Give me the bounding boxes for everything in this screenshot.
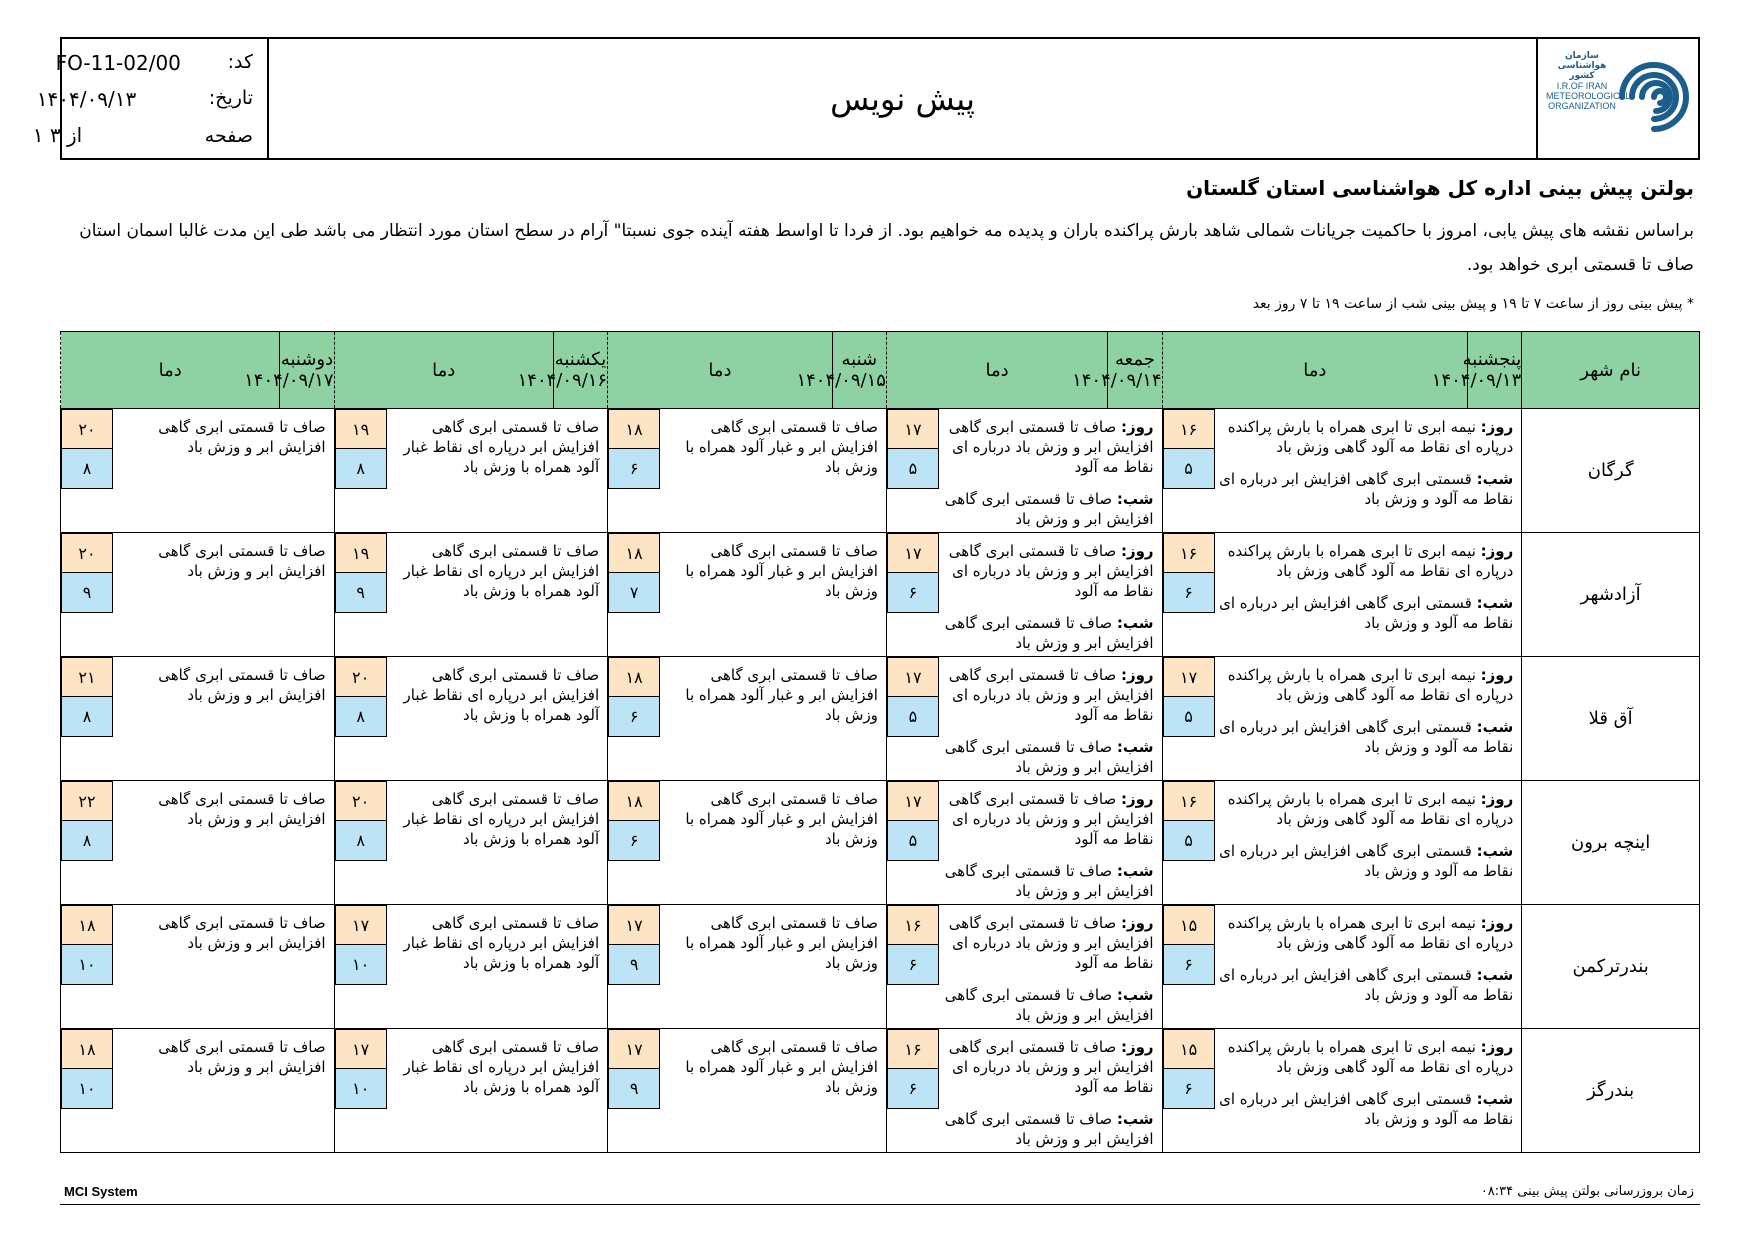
forecast-cell	[608, 409, 887, 533]
temperature-box	[608, 657, 660, 780]
max-temperature: ۱۷	[608, 1029, 660, 1069]
temperature-box	[61, 905, 113, 1028]
page-title: پیش نویس	[830, 79, 975, 118]
forecast-description	[113, 657, 334, 780]
forecast-cell	[1162, 409, 1522, 533]
temperature-box	[1163, 657, 1215, 780]
min-temperature: ۹	[61, 573, 113, 613]
city-name: آق قلا	[1522, 657, 1700, 781]
night-label: شب:	[1116, 862, 1154, 880]
forecast-description	[387, 533, 608, 656]
logo-text-en-1: I.R.OF IRAN	[1556, 81, 1608, 91]
forecast-cell	[886, 657, 1162, 781]
page-value: ۱ از ۳	[32, 123, 83, 147]
daily-forecast: صاف تا قسمتی ابری گاهی افزایش ابر و وزش باد	[158, 1038, 326, 1076]
temperature-box	[887, 409, 939, 532]
temperature-box	[608, 409, 660, 532]
bulletin-title: بولتن پیش بینی اداره کل هواشناسی استان گلستان	[1186, 176, 1694, 200]
forecast-description	[660, 1029, 886, 1152]
forecast-cell	[886, 533, 1162, 657]
day-forecast: نیمه ابری تا ابری همراه با بارش پراکنده درپاره ای نقاط مه آلود گاهی وزش باد	[1227, 418, 1514, 456]
forecast-cell	[334, 905, 608, 1029]
temperature-box	[887, 533, 939, 656]
day-forecast: صاف تا قسمتی ابری گاهی افزایش ابر و وزش باد درباره ای نقاط مه آلود	[948, 418, 1154, 476]
max-temperature: ۱۸	[608, 533, 660, 573]
night-forecast: صاف تا قسمتی ابری گاهی افزایش ابر و وزش باد	[944, 614, 1154, 652]
max-temperature: ۱۶	[1163, 533, 1215, 573]
night-label: شب:	[1476, 1090, 1514, 1108]
min-temperature: ۱۰	[335, 1069, 387, 1109]
date-row	[36, 85, 253, 111]
forecast-cell	[61, 657, 335, 781]
footer-divider	[60, 1204, 1700, 1205]
max-temperature: ۱۷	[887, 657, 939, 697]
forecast-cell	[608, 1029, 887, 1153]
max-temperature: ۱۸	[608, 409, 660, 449]
max-temperature: ۱۷	[1163, 657, 1215, 697]
forecast-time-note: * پیش بینی روز از ساعت ۷ تا ۱۹ و پیش بینی شب از ساعت ۱۹ تا ۷ روز بعد	[1252, 296, 1694, 312]
max-temperature: ۱۷	[887, 409, 939, 449]
daily-forecast: صاف تا قسمتی ابری گاهی افزایش ابر و غبار آلود همراه با وزش باد	[685, 790, 878, 848]
temperature-box	[608, 533, 660, 656]
day-forecast: نیمه ابری تا ابری همراه با بارش پراکنده درپاره ای نقاط مه آلود گاهی وزش باد	[1227, 666, 1514, 704]
max-temperature: ۱۵	[1163, 905, 1215, 945]
temp-header: دما	[608, 332, 833, 409]
forecast-cell	[608, 657, 887, 781]
day-forecast: نیمه ابری تا ابری همراه با بارش پراکنده درپاره ای نقاط مه آلود گاهی وزش باد	[1227, 914, 1514, 952]
min-temperature: ۹	[608, 1069, 660, 1109]
day-forecast: نیمه ابری تا ابری همراه با بارش پراکنده درپاره ای نقاط مه آلود گاهی وزش باد	[1227, 790, 1514, 828]
night-forecast: صاف تا قسمتی ابری گاهی افزایش ابر و وزش باد	[944, 738, 1154, 776]
bulletin-intro: براساس نقشه های پیش یابی، امروز با حاکمیت جریانات شمالی شاهد بارش پراکنده باران و پدیده مه خواهیم بود. از فردا تا اواسط هفته آینده جوی نسبتا" آرام در سطح استان مورد انتظار می باشد طی این مدت غالبا اسمان استان صاف تا قسمتی ابری خواهد بود.	[79, 221, 1694, 275]
min-temperature: ۶	[1163, 945, 1215, 985]
day-header: جمعه ۱۴۰۴/۰۹/۱۴	[1108, 332, 1162, 409]
daily-forecast: صاف تا قسمتی ابری گاهی افزایش ابر و وزش باد	[158, 790, 326, 828]
min-temperature: ۹	[608, 945, 660, 985]
max-temperature: ۱۸	[61, 905, 113, 945]
forecast-description	[113, 409, 334, 532]
night-label: شب:	[1116, 1110, 1154, 1128]
city-name: بندرگز	[1522, 1029, 1700, 1153]
temperature-box	[608, 905, 660, 1028]
temperature-box	[887, 905, 939, 1028]
forecast-description	[939, 533, 1162, 656]
forecast-cell	[1162, 905, 1522, 1029]
daily-forecast: صاف تا قسمتی ابری گاهی افزایش ابر و غبار آلود همراه با وزش باد	[685, 914, 878, 972]
temperature-box	[335, 657, 387, 780]
forecast-description	[113, 905, 334, 1028]
daily-forecast: صاف تا قسمتی ابری گاهی افزایش ابر درپاره ای نقاط غبار آلود همراه با وزش باد	[403, 790, 600, 848]
forecast-table	[60, 331, 1700, 1153]
temperature-box	[61, 409, 113, 532]
min-temperature: ۶	[608, 449, 660, 489]
daily-forecast: صاف تا قسمتی ابری گاهی افزایش ابر و وزش باد	[158, 666, 326, 704]
min-temperature: ۷	[608, 573, 660, 613]
forecast-cell	[334, 533, 608, 657]
forecast-cell	[334, 409, 608, 533]
min-temperature: ۶	[1163, 1069, 1215, 1109]
temperature-box	[1163, 905, 1215, 1028]
forecast-cell	[608, 533, 887, 657]
table-header-row	[61, 332, 1700, 409]
day-header: دوشنبه ۱۴۰۴/۰۹/۱۷	[280, 332, 334, 409]
forecast-description	[660, 781, 886, 904]
forecast-description	[1215, 533, 1522, 656]
table-row	[61, 1029, 1700, 1153]
temperature-box	[608, 1029, 660, 1152]
temperature-box	[887, 781, 939, 904]
max-temperature: ۱۶	[1163, 781, 1215, 821]
forecast-description	[387, 657, 608, 780]
forecast-description	[660, 657, 886, 780]
min-temperature: ۸	[335, 449, 387, 489]
max-temperature: ۱۸	[608, 657, 660, 697]
max-temperature: ۱۷	[887, 533, 939, 573]
night-forecast: صاف تا قسمتی ابری گاهی افزایش ابر و وزش باد	[944, 862, 1154, 900]
min-temperature: ۹	[335, 573, 387, 613]
temperature-box	[1163, 409, 1215, 532]
daily-forecast: صاف تا قسمتی ابری گاهی افزایش ابر و وزش باد	[158, 418, 326, 456]
day-header: شنبه ۱۴۰۴/۰۹/۱۵	[832, 332, 886, 409]
daily-forecast: صاف تا قسمتی ابری گاهی افزایش ابر و غبار آلود همراه با وزش باد	[685, 542, 878, 600]
forecast-cell	[886, 409, 1162, 533]
forecast-description	[939, 1029, 1162, 1152]
temperature-box	[335, 781, 387, 904]
table-row	[61, 657, 1700, 781]
max-temperature: ۲۰	[335, 657, 387, 697]
document-header	[32, 37, 1700, 160]
temperature-box	[61, 533, 113, 656]
temperature-box	[335, 533, 387, 656]
night-label: شب:	[1116, 738, 1154, 756]
day-forecast: نیمه ابری تا ابری همراه با بارش پراکنده درپاره ای نقاط مه آلود گاهی وزش باد	[1227, 542, 1514, 580]
night-forecast: قسمتی ابری گاهی افزایش ابر درباره ای نقاط مه آلود و وزش باد	[1219, 966, 1514, 1004]
form-meta-box	[32, 39, 269, 158]
temperature-box	[61, 1029, 113, 1152]
max-temperature: ۱۷	[887, 781, 939, 821]
day-label: روز:	[1480, 914, 1514, 932]
max-temperature: ۱۷	[335, 905, 387, 945]
city-name: اینچه برون	[1522, 781, 1700, 905]
forecast-description	[1215, 781, 1522, 904]
forecast-description	[387, 905, 608, 1028]
page-row	[32, 123, 253, 147]
forecast-description	[387, 781, 608, 904]
day-label: روز:	[1480, 790, 1514, 808]
day-header: پنجشنبه ۱۴۰۴/۰۹/۱۳	[1468, 332, 1522, 409]
date-label: تاریخ:	[208, 87, 253, 109]
code-row	[55, 49, 253, 75]
forecast-cell	[334, 657, 608, 781]
night-label: شب:	[1116, 490, 1154, 508]
night-label: شب:	[1476, 470, 1514, 488]
day-forecast: صاف تا قسمتی ابری گاهی افزایش ابر و وزش باد درباره ای نقاط مه آلود	[948, 542, 1154, 600]
night-forecast: صاف تا قسمتی ابری گاهی افزایش ابر و وزش باد	[944, 986, 1154, 1024]
night-label: شب:	[1476, 842, 1514, 860]
daily-forecast: صاف تا قسمتی ابری گاهی افزایش ابر درپاره ای نقاط غبار آلود همراه با وزش باد	[403, 542, 600, 600]
max-temperature: ۱۶	[887, 905, 939, 945]
forecast-description	[113, 781, 334, 904]
day-forecast: صاف تا قسمتی ابری گاهی افزایش ابر و وزش باد درباره ای نقاط مه آلود	[948, 666, 1154, 724]
min-temperature: ۶	[608, 821, 660, 861]
forecast-description	[660, 533, 886, 656]
temperature-box	[1163, 533, 1215, 656]
organization-logo	[1536, 39, 1698, 158]
table-row	[61, 533, 1700, 657]
min-temperature: ۸	[335, 821, 387, 861]
temperature-box	[335, 905, 387, 1028]
meteorology-spiral-icon	[1616, 51, 1692, 143]
date-value: ۱۴۰۴/۰۹/۱۳	[36, 87, 137, 111]
daily-forecast: صاف تا قسمتی ابری گاهی افزایش ابر درپاره ای نقاط غبار آلود همراه با وزش باد	[403, 666, 600, 724]
day-forecast: صاف تا قسمتی ابری گاهی افزایش ابر و وزش باد درباره ای نقاط مه آلود	[948, 790, 1154, 848]
forecast-description	[660, 905, 886, 1028]
forecast-cell	[334, 781, 608, 905]
temperature-box	[1163, 781, 1215, 904]
temp-header: دما	[1162, 332, 1467, 409]
day-label: روز:	[1480, 542, 1514, 560]
code-value: FO-11-02/00	[55, 51, 181, 75]
min-temperature: ۵	[887, 697, 939, 737]
forecast-description	[1215, 905, 1522, 1028]
day-label: روز:	[1480, 1038, 1514, 1056]
forecast-cell	[1162, 533, 1522, 657]
code-label: کد:	[227, 51, 253, 73]
day-label: روز:	[1120, 418, 1154, 436]
night-forecast: قسمتی ابری گاهی افزایش ابر درباره ای نقاط مه آلود و وزش باد	[1219, 594, 1514, 632]
night-label: شب:	[1116, 614, 1154, 632]
forecast-cell	[886, 905, 1162, 1029]
max-temperature: ۱۵	[1163, 1029, 1215, 1069]
night-label: شب:	[1476, 594, 1514, 612]
daily-forecast: صاف تا قسمتی ابری گاهی افزایش ابر و وزش باد	[158, 914, 326, 952]
min-temperature: ۶	[887, 945, 939, 985]
forecast-cell	[61, 409, 335, 533]
temp-header: دما	[61, 332, 280, 409]
logo-text	[1546, 51, 1631, 111]
forecast-cell	[61, 781, 335, 905]
night-forecast: قسمتی ابری گاهی افزایش ابر درباره ای نقاط مه آلود و وزش باد	[1219, 470, 1514, 508]
forecast-cell	[61, 1029, 335, 1153]
day-label: روز:	[1480, 666, 1514, 684]
temperature-box	[1163, 1029, 1215, 1152]
page-label: صفحه	[204, 125, 253, 147]
min-temperature: ۸	[61, 821, 113, 861]
daily-forecast: صاف تا قسمتی ابری گاهی افزایش ابر و وزش باد	[158, 542, 326, 580]
table-row	[61, 905, 1700, 1029]
max-temperature: ۱۹	[335, 409, 387, 449]
max-temperature: ۱۸	[608, 781, 660, 821]
forecast-cell	[1162, 657, 1522, 781]
day-label: روز:	[1480, 418, 1514, 436]
max-temperature: ۱۷	[335, 1029, 387, 1069]
daily-forecast: صاف تا قسمتی ابری گاهی افزایش ابر درپاره ای نقاط غبار آلود همراه با وزش باد	[403, 914, 600, 972]
daily-forecast: صاف تا قسمتی ابری گاهی افزایش ابر و غبار آلود همراه با وزش باد	[685, 666, 878, 724]
forecast-cell	[1162, 1029, 1522, 1153]
day-label: روز:	[1120, 542, 1154, 560]
daily-forecast: صاف تا قسمتی ابری گاهی افزایش ابر درپاره ای نقاط غبار آلود همراه با وزش باد	[403, 1038, 600, 1096]
temp-header: دما	[886, 332, 1107, 409]
min-temperature: ۱۰	[335, 945, 387, 985]
city-name: گرگان	[1522, 409, 1700, 533]
temperature-box	[335, 409, 387, 532]
min-temperature: ۵	[887, 449, 939, 489]
max-temperature: ۱۹	[335, 533, 387, 573]
forecast-description	[387, 1029, 608, 1152]
table-row	[61, 781, 1700, 905]
min-temperature: ۵	[1163, 697, 1215, 737]
day-forecast: صاف تا قسمتی ابری گاهی افزایش ابر و وزش باد درباره ای نقاط مه آلود	[948, 1038, 1154, 1096]
night-forecast: قسمتی ابری گاهی افزایش ابر درباره ای نقاط مه آلود و وزش باد	[1219, 1090, 1514, 1128]
daily-forecast: صاف تا قسمتی ابری گاهی افزایش ابر و غبار آلود همراه با وزش باد	[685, 418, 878, 476]
temperature-box	[61, 781, 113, 904]
daily-forecast: صاف تا قسمتی ابری گاهی افزایش ابر و غبار آلود همراه با وزش باد	[685, 1038, 878, 1096]
logo-text-fa: سازمان هواشناسی کشور	[1557, 51, 1607, 81]
logo-text-en-2: METEOROLOGICAL	[1546, 91, 1631, 101]
min-temperature: ۵	[1163, 449, 1215, 489]
temperature-box	[887, 657, 939, 780]
day-label: روز:	[1120, 790, 1154, 808]
forecast-description	[1215, 409, 1522, 532]
forecast-description	[1215, 657, 1522, 780]
forecast-description	[113, 533, 334, 656]
forecast-description	[113, 1029, 334, 1152]
system-name: MCI System	[64, 1184, 138, 1199]
max-temperature: ۲۰	[335, 781, 387, 821]
max-temperature: ۲۰	[61, 409, 113, 449]
forecast-cell	[608, 905, 887, 1029]
daily-forecast: صاف تا قسمتی ابری گاهی افزایش ابر درپاره ای نقاط غبار آلود همراه با وزش باد	[403, 418, 600, 476]
day-label: روز:	[1120, 1038, 1154, 1056]
min-temperature: ۱۰	[61, 945, 113, 985]
day-header: یکشنبه ۱۴۰۴/۰۹/۱۶	[553, 332, 607, 409]
max-temperature: ۱۷	[608, 905, 660, 945]
forecast-description	[939, 657, 1162, 780]
max-temperature: ۲۲	[61, 781, 113, 821]
forecast-cell	[608, 781, 887, 905]
forecast-cell	[61, 533, 335, 657]
min-temperature: ۶	[608, 697, 660, 737]
forecast-cell	[886, 1029, 1162, 1153]
forecast-description	[660, 409, 886, 532]
day-forecast: نیمه ابری تا ابری همراه با بارش پراکنده درپاره ای نقاط مه آلود گاهی وزش باد	[1227, 1038, 1514, 1076]
temperature-box	[335, 1029, 387, 1152]
night-label: شب:	[1476, 718, 1514, 736]
temperature-box	[608, 781, 660, 904]
day-label: روز:	[1120, 666, 1154, 684]
max-temperature: ۲۱	[61, 657, 113, 697]
night-label: شب:	[1116, 986, 1154, 1004]
day-label: روز:	[1120, 914, 1154, 932]
min-temperature: ۸	[61, 449, 113, 489]
night-label: شب:	[1476, 966, 1514, 984]
temperature-box	[887, 1029, 939, 1152]
night-forecast: قسمتی ابری گاهی افزایش ابر درباره ای نقاط مه آلود و وزش باد	[1219, 718, 1514, 756]
day-forecast: صاف تا قسمتی ابری گاهی افزایش ابر و وزش باد درباره ای نقاط مه آلود	[948, 914, 1154, 972]
min-temperature: ۶	[1163, 573, 1215, 613]
min-temperature: ۸	[61, 697, 113, 737]
temperature-box	[61, 657, 113, 780]
night-forecast: صاف تا قسمتی ابری گاهی افزایش ابر و وزش باد	[944, 490, 1154, 528]
min-temperature: ۸	[335, 697, 387, 737]
min-temperature: ۶	[887, 1069, 939, 1109]
logo-text-en-3: ORGANIZATION	[1548, 101, 1616, 111]
max-temperature: ۱۶	[1163, 409, 1215, 449]
min-temperature: ۶	[887, 573, 939, 613]
forecast-cell	[334, 1029, 608, 1153]
night-forecast: صاف تا قسمتی ابری گاهی افزایش ابر و وزش باد	[944, 1110, 1154, 1148]
forecast-cell	[1162, 781, 1522, 905]
max-temperature: ۱۸	[61, 1029, 113, 1069]
city-column-header: نام شهر	[1522, 332, 1700, 409]
forecast-description	[387, 409, 608, 532]
min-temperature: ۱۰	[61, 1069, 113, 1109]
forecast-cell	[886, 781, 1162, 905]
city-name: آزادشهر	[1522, 533, 1700, 657]
forecast-description	[1215, 1029, 1522, 1152]
table-row	[61, 409, 1700, 533]
forecast-description	[939, 905, 1162, 1028]
temp-header: دما	[334, 332, 553, 409]
forecast-description	[939, 781, 1162, 904]
min-temperature: ۵	[887, 821, 939, 861]
forecast-description	[939, 409, 1162, 532]
max-temperature: ۱۶	[887, 1029, 939, 1069]
min-temperature: ۵	[1163, 821, 1215, 861]
city-name: بندرترکمن	[1522, 905, 1700, 1029]
night-forecast: قسمتی ابری گاهی افزایش ابر درباره ای نقاط مه آلود و وزش باد	[1219, 842, 1514, 880]
max-temperature: ۲۰	[61, 533, 113, 573]
update-time: زمان بروزرسانی بولتن پیش بینی ۰۸:۳۴	[1480, 1184, 1694, 1199]
forecast-cell	[61, 905, 335, 1029]
